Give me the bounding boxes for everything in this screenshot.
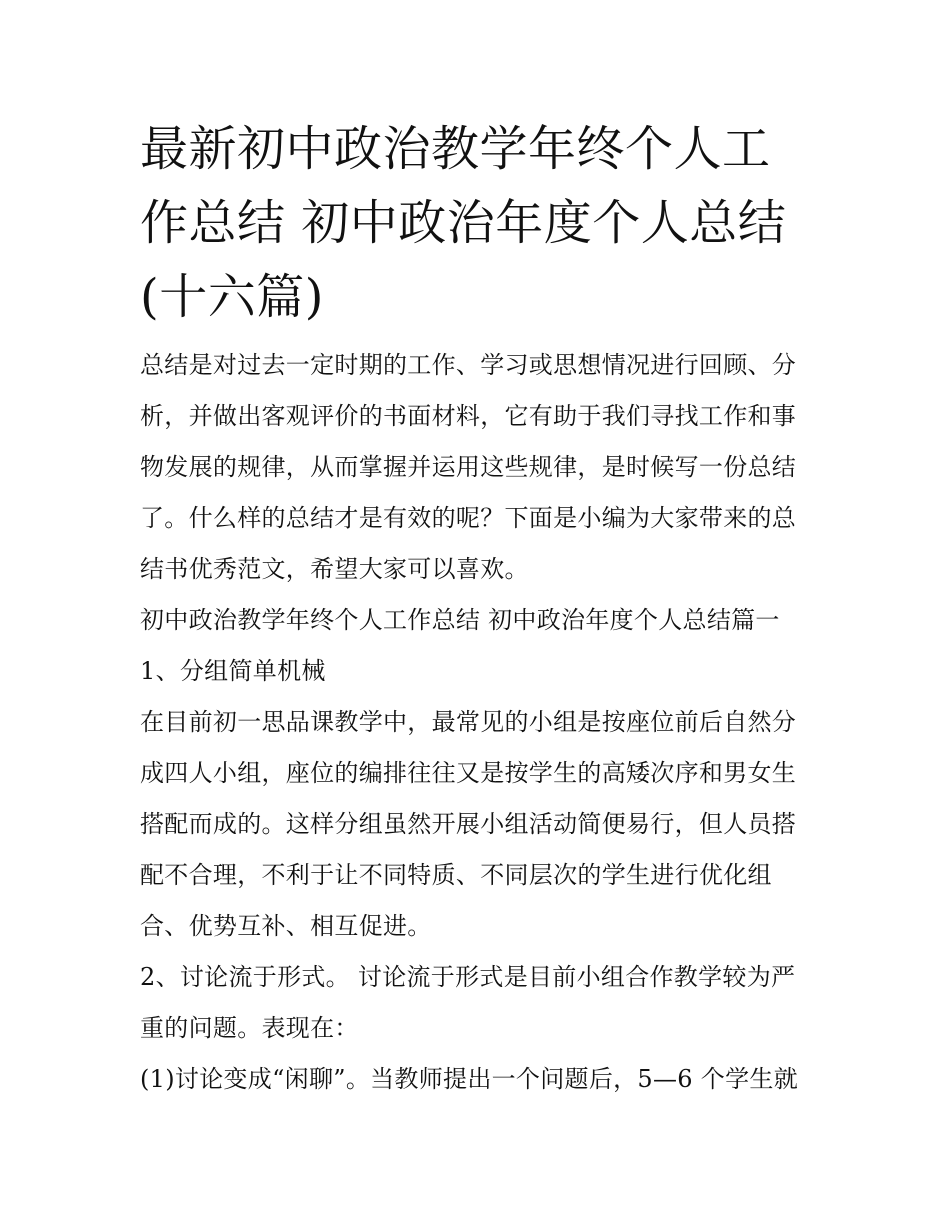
section-heading: 初中政治教学年终个人工作总结 初中政治年度个人总结篇一 (140, 606, 780, 634)
body-paragraph: (1)讨论变成“闲聊”。当教师提出一个问题后，5—6 个学生就 (140, 1065, 799, 1093)
body-paragraph: 在目前初一思品课教学中，最常见的小组是按座位前后自然分成四人小组，座位的编排往往又是按学生的高矮次序和男女生搭配而成的。这样分组虽然开展小组活动简便易行，但人员搭配不合理，不利于让不同特质、不同层次的学生进行优化组合、优势互补、相互促进。 (140, 708, 797, 940)
list-item-heading: 1、分组简单机械 (140, 657, 326, 685)
document-page (140, 112, 812, 1105)
list-item-heading: 2、讨论流于形式。 讨论流于形式是目前小组合作教学较为严重的问题。表现在： (140, 963, 796, 1042)
intro-paragraph: 总结是对过去一定时期的工作、学习或思想情况进行回顾、分析，并做出客观评价的书面材料，它有助于我们寻找工作和事物发展的规律，从而掌握并运用这些规律，是时候写一份总结了。什么样的总结才是有效的呢？下面是小编为大家带来的总结书优秀范文，希望大家可以喜欢。 (140, 351, 797, 583)
document-title: 最新初中政治教学年终个人工作总结 初中政治年度个人总结(十六篇) (140, 121, 787, 325)
